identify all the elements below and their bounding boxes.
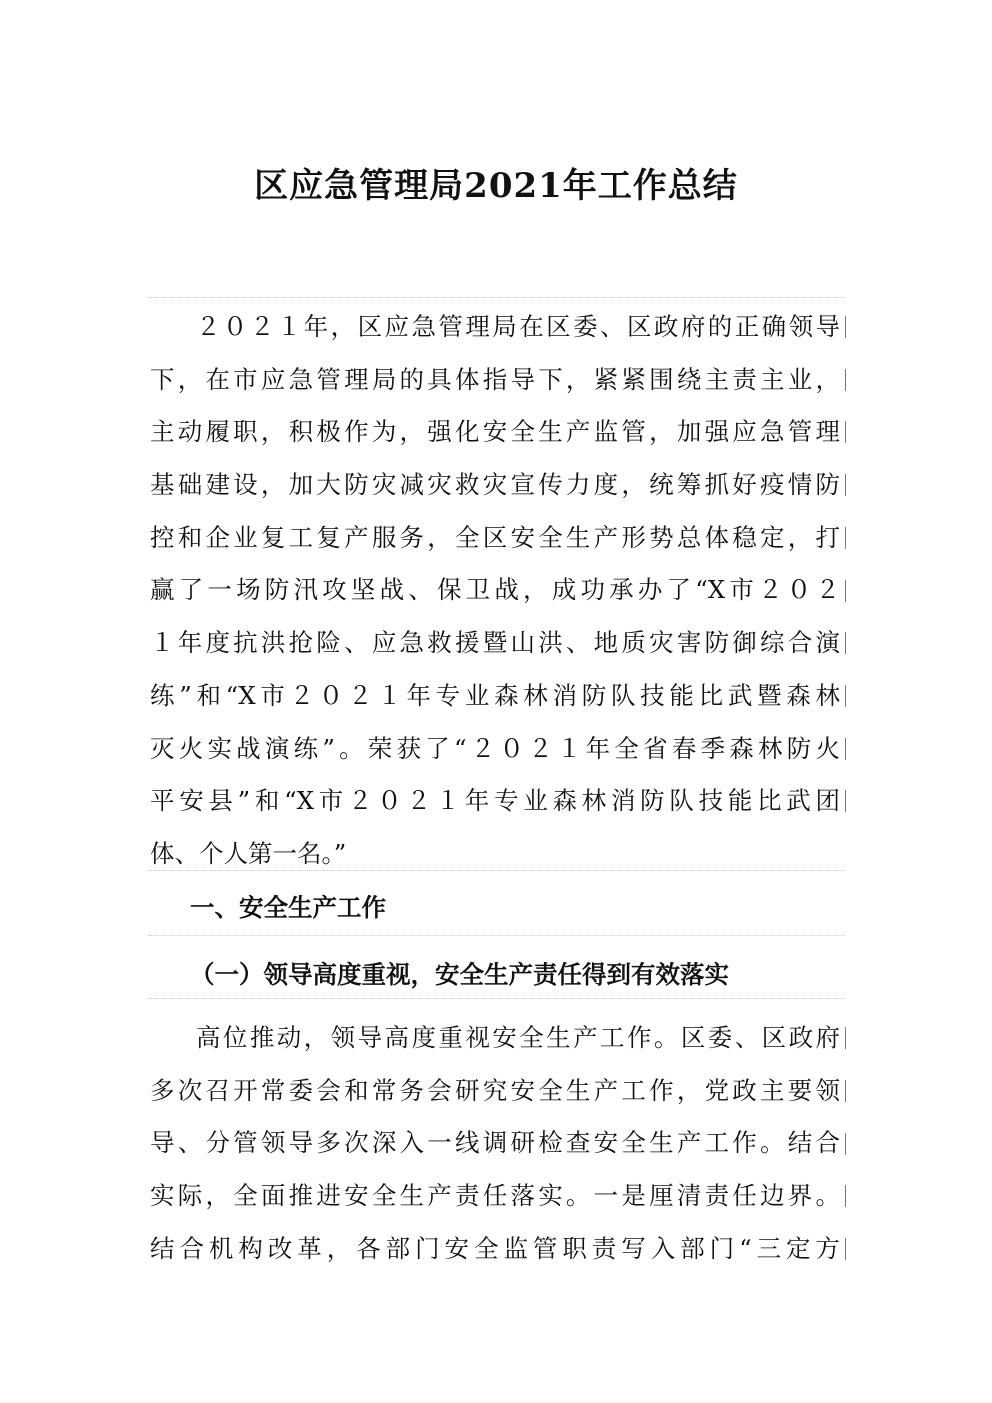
margin-marker [845, 632, 846, 654]
margin-marker [845, 580, 846, 602]
subsection-heading: （一）领导高度重视，安全生产责任得到有效落实 [190, 960, 729, 989]
margin-marker [845, 527, 846, 549]
text-line: １年度抗洪抢险、应急救援暨山洪、地质灾害防御综合演 [150, 628, 840, 658]
page-title: 区应急管理局2021年工作总结 [254, 166, 738, 206]
margin-marker [845, 738, 846, 760]
text-line: 赢了一场防汛攻坚战、保卫战，成功承办了“X市２０２ [150, 575, 840, 605]
text-line: 平安县”和“X市２０２１年专业森林消防队技能比武团 [150, 786, 840, 816]
section-heading: 一、安全生产工作 [190, 893, 386, 922]
section-divider [148, 935, 844, 936]
margin-marker [845, 1080, 846, 1102]
intro-paragraph [150, 301, 840, 881]
text-line: ２０２１年，区应急管理局在区委、区政府的正确领导 [196, 312, 840, 341]
text-line: 结合机构改革，各部门安全监管职责写入部门“三定方 [150, 1233, 840, 1263]
margin-marker [845, 421, 846, 443]
text-line: 高位推动，领导高度重视安全生产工作。区委、区政府 [196, 1023, 840, 1052]
section-divider [148, 870, 844, 871]
text-line: 练”和“X市２０２１年专业森林消防队技能比武暨森林 [150, 680, 840, 710]
text-line: 灭火实战演练”。荣获了“２０２１年全省春季森林防火 [150, 733, 840, 763]
section-divider [148, 998, 844, 999]
text-line: 控和企业复工复产服务，全区安全生产形势总体稳定，打 [150, 522, 840, 552]
body-paragraph [150, 1012, 840, 1275]
margin-marker [845, 790, 846, 812]
section-divider [148, 297, 844, 298]
text-line: 多次召开常委会和常务会研究安全生产工作，党政主要领 [150, 1075, 840, 1105]
margin-marker [845, 1185, 846, 1207]
text-line: 导、分管领导多次深入一线调研检查安全生产工作。结合 [150, 1128, 840, 1158]
margin-marker [845, 474, 846, 496]
margin-marker [845, 1133, 846, 1155]
margin-marker [845, 316, 846, 338]
text-line: 实际，全面推进安全生产责任落实。一是厘清责任边界。 [150, 1181, 840, 1211]
text-line: 体、个人第一名。” [150, 838, 347, 868]
text-line: 基础建设，加大防灾减灾救灾宣传力度，统筹抓好疫情防 [150, 470, 840, 500]
text-line: 主动履职，积极作为，强化安全生产监管，加强应急管理 [150, 417, 840, 447]
text-line: 下，在市应急管理局的具体指导下，紧紧围绕主责主业， [150, 364, 840, 394]
margin-marker [845, 1027, 846, 1049]
margin-marker [845, 1238, 846, 1260]
margin-marker [845, 685, 846, 707]
margin-marker [845, 369, 846, 391]
